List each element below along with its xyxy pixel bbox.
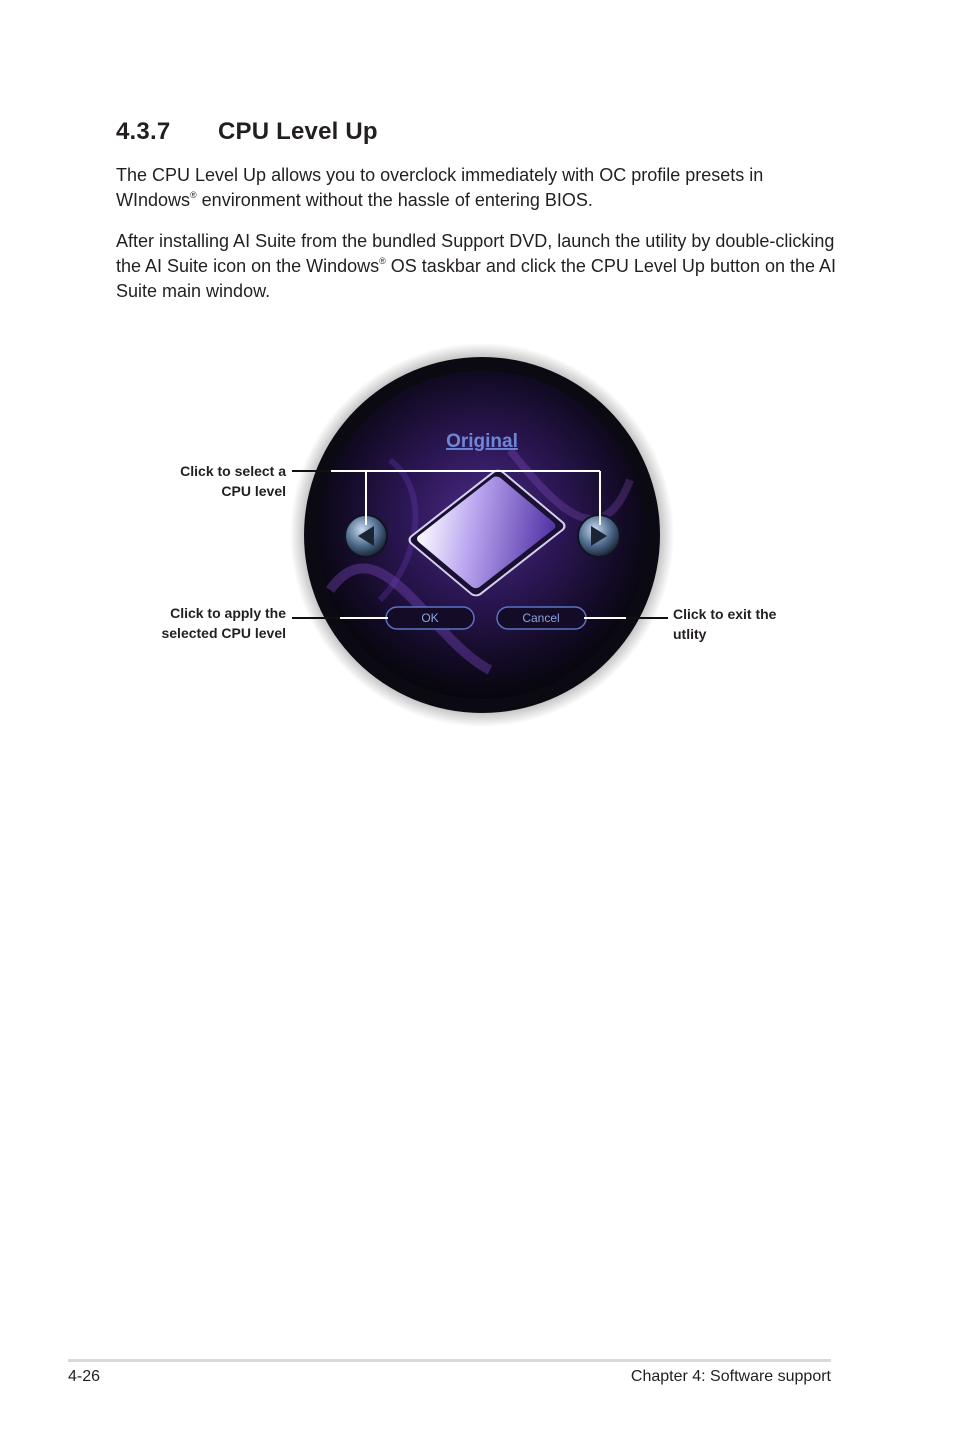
intro-text-2: environment without the hassle of entering BIOS. (196, 190, 593, 210)
section-title: CPU Level Up (218, 118, 378, 145)
exit-utility-callout (673, 604, 776, 644)
instructions-text-2: OS taskbar and click the CPU Level Up button on the AI Suite main window. (116, 256, 837, 301)
chapter-title: Chapter 4: Software support (630, 1368, 831, 1385)
cpu-level-up-figure (130, 340, 830, 730)
registered-mark: ® (190, 190, 197, 200)
callout-text: Click to select a (180, 463, 286, 479)
apply-level-callout (161, 603, 286, 643)
cpu-level-up-window (130, 340, 830, 730)
instructions-paragraph (116, 229, 846, 304)
callout-text: Click to apply the (170, 605, 286, 621)
callout-text: selected CPU level (161, 625, 286, 641)
cancel-button-label: Cancel (522, 611, 560, 625)
callout-text: utlity (673, 626, 707, 642)
cpu-level-label: Original (446, 431, 518, 452)
select-level-callout (180, 461, 286, 501)
ok-button-label: OK (421, 611, 439, 625)
section-number: 4.3.7 (116, 118, 171, 145)
page-number: 4-26 (68, 1368, 101, 1385)
registered-mark: ® (379, 256, 386, 266)
ok-button[interactable] (386, 607, 474, 629)
instructions-text-1: After installing AI Suite from the bundled Support DVD, launch the utility by double-clicking the AI Suite icon on the Windows (116, 231, 835, 276)
intro-paragraph (116, 163, 846, 213)
footer-divider (68, 1359, 831, 1362)
callout-text: CPU level (221, 483, 286, 499)
cancel-button[interactable] (497, 607, 586, 629)
intro-text-1: The CPU Level Up allows you to overclock immediately with OC profile presets in WIndows (116, 165, 764, 210)
callout-text: Click to exit the (673, 606, 777, 622)
section-heading (116, 118, 378, 146)
